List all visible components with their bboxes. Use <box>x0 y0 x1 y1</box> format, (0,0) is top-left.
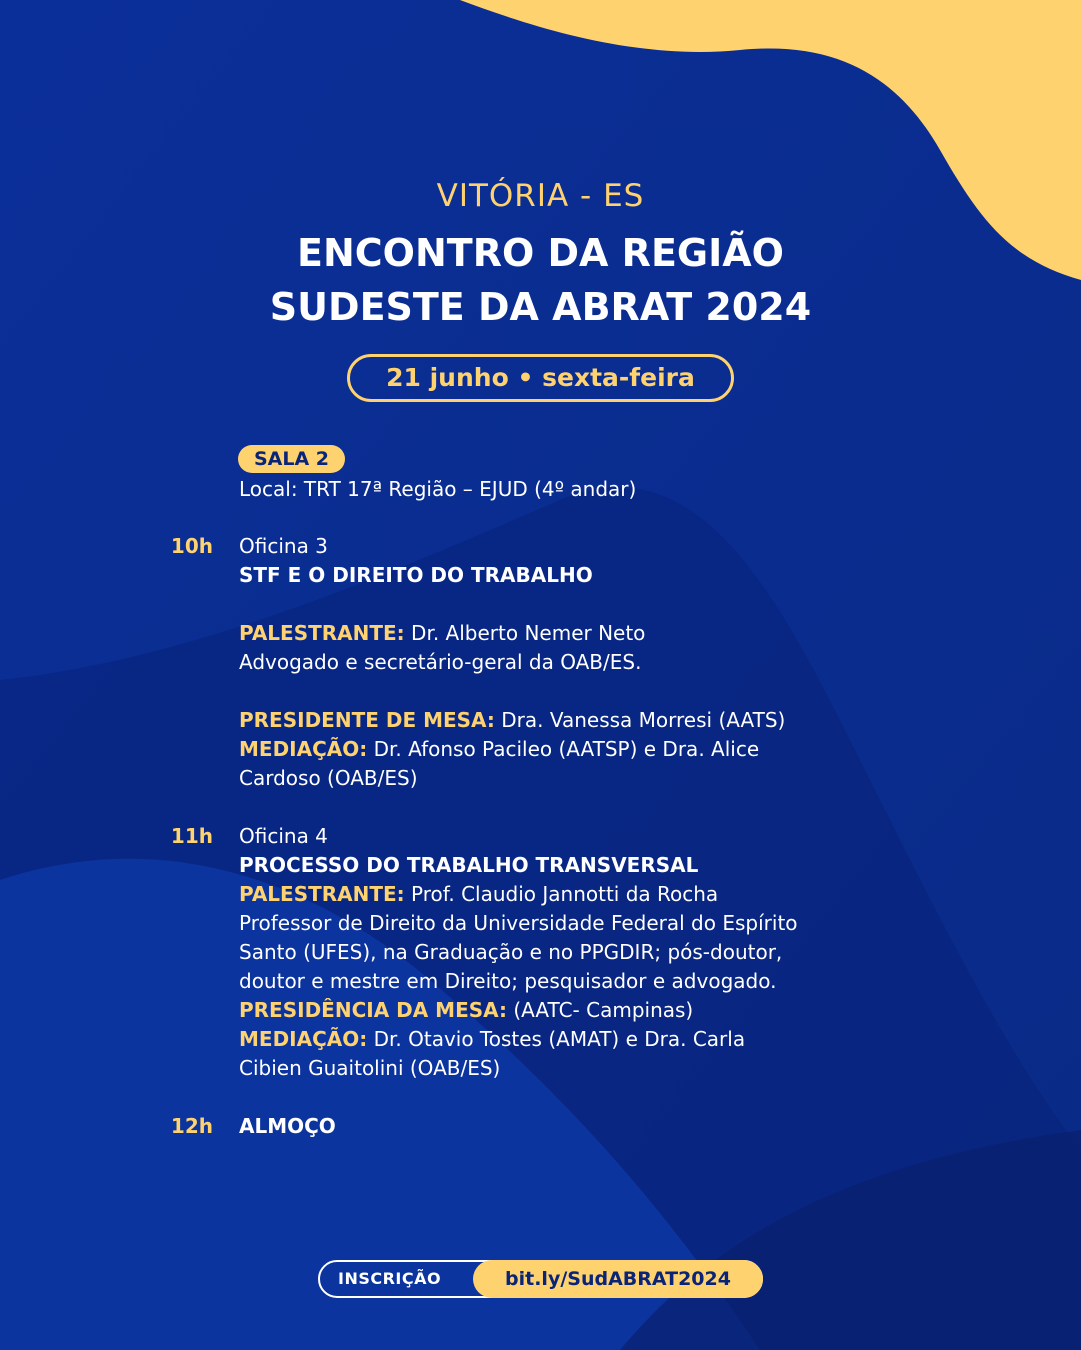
mediation-value: Dr. Otavio Tostes (AMAT) e Dra. Carla <box>367 1027 746 1051</box>
mediation-continuation: Cardoso (OAB/ES) <box>239 766 418 790</box>
chair-label: PRESIDÊNCIA DA MESA: <box>239 998 507 1022</box>
title-line-2: SUDESTE DA ABRAT 2024 <box>269 285 812 329</box>
speaker-bio: Professor de Direito da Universidade Federal do Espírito <box>239 911 798 935</box>
time-label: 10h <box>170 534 213 558</box>
workshop-label: Oficina 4 <box>239 824 328 848</box>
registration-link[interactable]: bit.ly/SudABRAT2024 <box>473 1260 763 1298</box>
title-line-1: ENCONTRO DA REGIÃO <box>297 231 784 275</box>
registration-pill[interactable] <box>318 1260 763 1298</box>
speaker-label: PALESTRANTE: <box>239 882 405 906</box>
speaker-line <box>239 880 939 909</box>
registration-label: INSCRIÇÃO <box>338 1269 442 1288</box>
workshop-topic: PROCESSO DO TRABALHO TRANSVERSAL <box>239 853 699 877</box>
lunch-label: ALMOÇO <box>239 1114 336 1138</box>
workshop-topic: STF E O DIREITO DO TRABALHO <box>239 563 593 587</box>
chair-line <box>239 706 939 735</box>
speaker-name: Dr. Alberto Nemer Neto <box>404 621 646 645</box>
speaker-bio: doutor e mestre em Direito; pesquisador e advogado. <box>239 969 777 993</box>
speaker-line <box>239 619 939 648</box>
page-title <box>0 226 1081 334</box>
mediation-label: MEDIAÇÃO: <box>239 1027 368 1051</box>
city-label: VITÓRIA - ES <box>436 178 645 214</box>
workshop-label: Oficina 3 <box>239 534 328 558</box>
room-badge: SALA 2 <box>238 445 345 473</box>
schedule-item-lunch <box>239 1112 939 1141</box>
time-label: 11h <box>170 824 213 848</box>
schedule-item-oficina-3 <box>239 532 939 793</box>
schedule-item-oficina-4 <box>239 822 939 1083</box>
speaker-name: Prof. Claudio Jannotti da Rocha <box>404 882 719 906</box>
speaker-bio: Santo (UFES), na Graduação e no PPGDIR; pós-doutor, <box>239 940 783 964</box>
chair-line <box>239 996 939 1025</box>
mediation-line <box>239 1025 939 1054</box>
speaker-bio: Advogado e secretário-geral da OAB/ES. <box>239 650 642 674</box>
time-label: 12h <box>170 1114 213 1138</box>
mediation-line <box>239 735 939 764</box>
mediation-label: MEDIAÇÃO: <box>239 737 368 761</box>
chair-value: Dra. Vanessa Morresi (AATS) <box>494 708 786 732</box>
mediation-value: Dr. Afonso Pacileo (AATSP) e Dra. Alice <box>367 737 760 761</box>
speaker-label: PALESTRANTE: <box>239 621 405 645</box>
location-text: Local: TRT 17ª Região – EJUD (4º andar) <box>239 477 637 501</box>
mediation-continuation: Cibien Guaitolini (OAB/ES) <box>239 1056 501 1080</box>
date-badge: 21 junho • sexta-feira <box>347 354 734 402</box>
chair-value: (AATC- Campinas) <box>507 998 694 1022</box>
chair-label: PRESIDENTE DE MESA: <box>239 708 495 732</box>
